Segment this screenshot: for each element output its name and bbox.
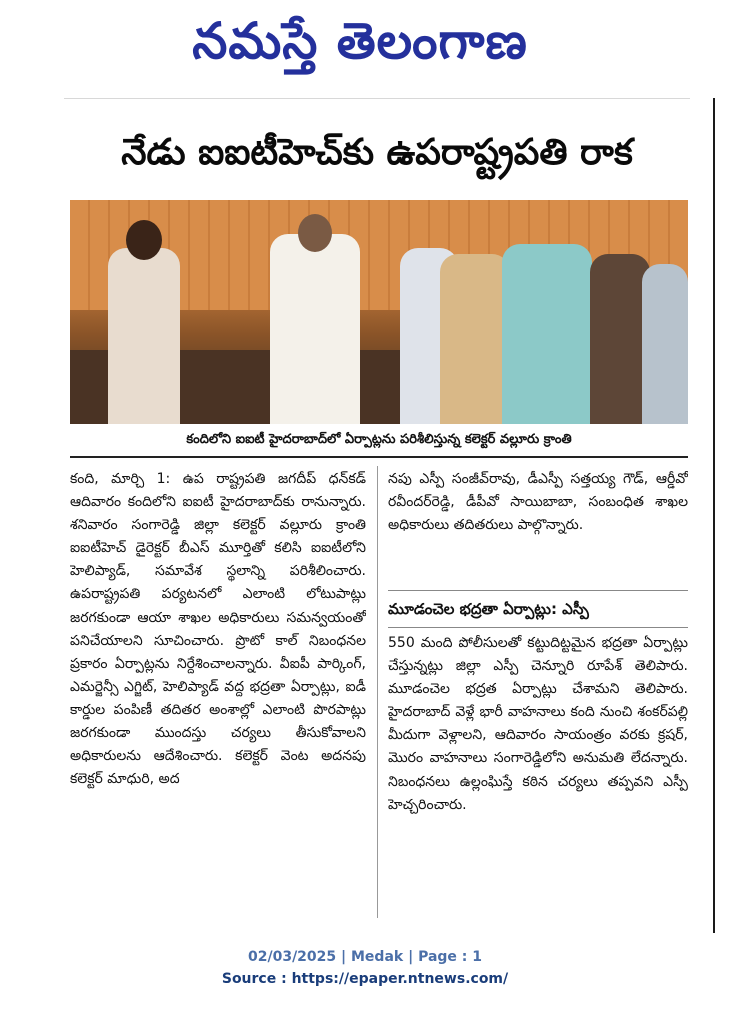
column-divider	[377, 466, 378, 918]
article-subheading: మూడంచెల భద్రతా ఏర్పాట్లు: ఎస్పీ	[388, 600, 589, 618]
photo-person	[108, 248, 180, 424]
photo-person	[590, 254, 650, 424]
divider	[64, 98, 690, 99]
photo-person	[270, 234, 360, 424]
page-footer	[0, 946, 730, 990]
newspaper-logo: నమస్తే తెలంగాణ	[192, 12, 528, 70]
photo-person	[642, 264, 688, 424]
photo-caption: కందిలోని ఐఐటీ హైదరాబాద్‌లో ఏర్పాట్లను పరిశీలిస్తున్న కలెక్టర్‌ వల్లూరు క్రాంతి	[186, 432, 572, 447]
photo-person	[440, 254, 510, 424]
article-body-right-bottom: 550 మంది పోలీసులతో కట్టుదిట్టమైన భద్రతా ఏర్పాట్లు చేస్తున్నట్లు జిల్లా ఎస్పీ చెన్నూరి రూపేశ్‌ తెలిపారు. మూడంచెల భద్రత ఏర్పాట్లు చేశామని తెలిపారు. హైదరాబాద్‌ వెళ్లే భారీ వాహనాలు కంది నుంచి శంకర్‌పల్లి మీదుగా వెళ్లాలని, ఆదివారం సాయంత్రం వరకు క్రషర్‌, మొరం వాహనాలు సంగారెడ్డిలోని అనుమతి లేదన్నారు. నిబంధనలు ఉల్లంఘిస్తే కఠిన చర్యలు తప్పవని ఎస్పీ హెచ్చరించారు.	[388, 635, 688, 813]
divider	[388, 627, 688, 628]
article-body-left: కంది, మార్చి 1: ఉప రాష్ట్రపతి జగదీప్‌ ధన్‌కడ్‌ ఆదివారం కందిలోని ఐఐటీ హైదరాబాద్‌కు రానున్నారు. శనివారం సంగారెడ్డి జిల్లా కలెక్టర్‌ వల్లూరు క్రాంతి ఐఐటీహెచ్‌ డైరెక్టర్‌ బీఎస్‌ మూర్తితో కలిసి ఐఐటీలోని హెలిప్యాడ్‌, సమావేశ స్థలాన్ని పరిశీలించారు. ఉపరాష్ట్రపతి పర్యటనలో ఎలాంటి లోటుపాట్లు జరగకుండా ఆయా శాఖల అధికారులు సమన్వయంతో పనిచేయాలని సూచించారు. ప్రొటో కాల్‌ నిబంధనల ప్రకారం ఏర్పాట్లను నిర్దేశించాలన్నారు. వీఐపీ పార్కింగ్‌, ఎమర్జెన్సీ ఎగ్జిట్‌, హెలిప్యాడ్‌ వద్ద భద్రతా ఏర్పాట్లు, ఐడీ కార్డుల పంపిణీ తదితర అంశాల్లో ఎలాంటి పొరపాట్లు జరగకుండా ముందస్తు చర్యలు తీసుకోవాలని అధికారులను ఆదేశించారు. కలెక్టర్‌ వెంట అదనపు కలెక్టర్‌ మాధురి, అద	[70, 471, 366, 788]
clip-border	[713, 98, 715, 933]
divider	[70, 456, 688, 458]
photo-head	[126, 220, 162, 260]
photo-person	[502, 244, 592, 424]
edition-info: 02/03/2025 | Medak | Page : 1	[247, 949, 483, 965]
masthead	[0, 0, 730, 90]
article-body-right-top: నపు ఎస్పీ సంజీవ్‌రావు, డీఎస్పీ సత్తయ్య గౌడ్‌, ఆర్డీవో రవీందర్‌రెడ్డి, డీపీవో సాయిబాబా, సంబంధిత శాఖల అధికారులు తదితరులు పాల్గొన్నారు.	[388, 471, 688, 534]
divider	[388, 590, 688, 591]
source-link[interactable]: Source : https://epaper.ntnews.com/	[221, 971, 509, 987]
photo-head	[298, 214, 332, 252]
article-photo	[70, 200, 688, 424]
article-headline: నేడు ఐఐటీహెచ్‌కు ఉపరాష్ట్రపతి రాక	[121, 132, 633, 173]
